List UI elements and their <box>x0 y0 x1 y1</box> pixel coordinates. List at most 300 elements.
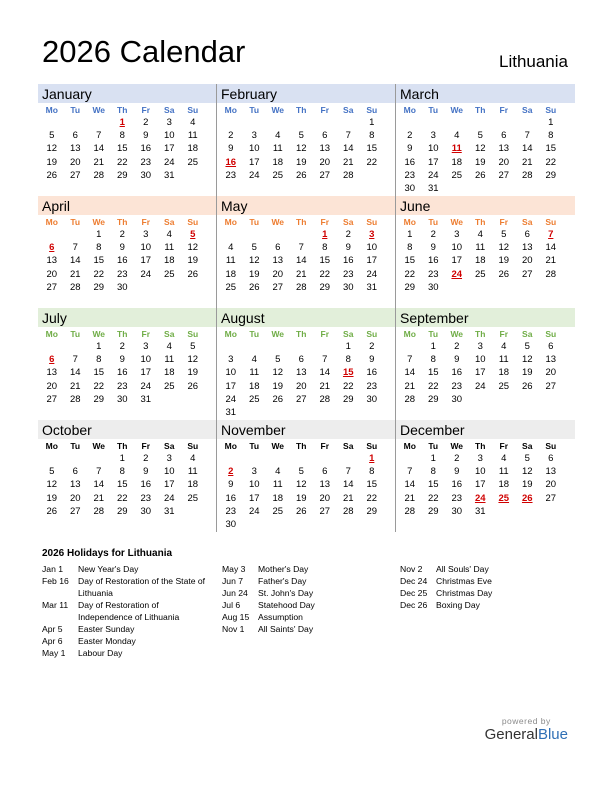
day[interactable]: 27 <box>295 393 307 405</box>
holiday-day[interactable]: 15 <box>342 367 354 379</box>
day[interactable]: 22 <box>427 492 439 504</box>
day[interactable]: 21 <box>342 492 354 504</box>
day[interactable]: 23 <box>225 169 237 181</box>
day[interactable]: 26 <box>295 505 307 517</box>
day[interactable]: 20 <box>272 268 284 280</box>
day[interactable]: 24 <box>163 156 175 168</box>
day[interactable]: 26 <box>272 393 284 405</box>
day[interactable]: 10 <box>140 354 152 366</box>
day[interactable]: 25 <box>498 380 510 392</box>
day[interactable]: 26 <box>474 169 486 181</box>
day[interactable]: 28 <box>342 169 354 181</box>
day[interactable]: 6 <box>548 341 554 352</box>
day[interactable]: 10 <box>163 130 175 142</box>
holiday-day[interactable]: 2 <box>228 466 234 478</box>
day[interactable]: 6 <box>275 242 281 254</box>
day[interactable]: 11 <box>187 130 198 142</box>
day[interactable]: 19 <box>187 367 199 379</box>
day[interactable]: 12 <box>295 143 307 155</box>
day[interactable]: 23 <box>116 380 128 392</box>
day[interactable]: 7 <box>72 354 78 366</box>
day[interactable]: 10 <box>366 242 378 254</box>
day[interactable]: 23 <box>427 268 439 280</box>
day[interactable]: 9 <box>454 466 460 478</box>
day[interactable]: 25 <box>163 268 175 280</box>
day[interactable]: 16 <box>342 255 354 267</box>
day[interactable]: 8 <box>430 466 436 478</box>
day[interactable]: 18 <box>272 492 284 504</box>
day[interactable]: 11 <box>475 242 486 254</box>
day[interactable]: 13 <box>498 143 510 155</box>
day[interactable]: 26 <box>295 169 307 181</box>
day[interactable]: 11 <box>187 466 198 478</box>
day[interactable]: 28 <box>521 169 533 181</box>
day[interactable]: 11 <box>272 143 283 155</box>
day[interactable]: 27 <box>521 268 533 280</box>
day[interactable]: 18 <box>187 143 199 155</box>
day[interactable]: 8 <box>322 242 328 254</box>
day[interactable]: 15 <box>319 255 331 267</box>
day[interactable]: 21 <box>521 156 533 168</box>
day[interactable]: 14 <box>93 479 105 491</box>
day[interactable]: 18 <box>272 156 284 168</box>
day[interactable]: 23 <box>342 268 354 280</box>
day[interactable]: 12 <box>187 242 199 254</box>
day[interactable]: 15 <box>93 367 105 379</box>
day[interactable]: 20 <box>319 492 331 504</box>
day[interactable]: 28 <box>295 281 307 293</box>
day[interactable]: 20 <box>319 156 331 168</box>
day[interactable]: 4 <box>228 242 234 254</box>
day[interactable]: 14 <box>319 367 331 379</box>
day[interactable]: 7 <box>298 242 304 254</box>
day[interactable]: 11 <box>249 367 260 379</box>
day[interactable]: 9 <box>369 354 375 366</box>
day[interactable]: 12 <box>46 143 58 155</box>
day[interactable]: 20 <box>545 367 557 379</box>
day[interactable]: 15 <box>427 367 439 379</box>
day[interactable]: 29 <box>319 281 331 293</box>
day[interactable]: 13 <box>46 255 58 267</box>
day[interactable]: 9 <box>119 354 125 366</box>
day[interactable]: 19 <box>272 380 284 392</box>
day[interactable]: 12 <box>295 479 307 491</box>
day[interactable]: 31 <box>140 393 152 405</box>
day[interactable]: 5 <box>477 130 483 142</box>
day[interactable]: 24 <box>366 268 378 280</box>
day[interactable]: 14 <box>404 367 416 379</box>
day[interactable]: 8 <box>96 354 102 366</box>
day[interactable]: 21 <box>93 156 105 168</box>
day[interactable]: 6 <box>72 130 78 142</box>
day[interactable]: 21 <box>404 492 416 504</box>
day[interactable]: 19 <box>187 255 199 267</box>
day[interactable]: 24 <box>225 393 237 405</box>
day[interactable]: 27 <box>319 505 331 517</box>
holiday-day[interactable]: 1 <box>322 229 328 240</box>
day[interactable]: 16 <box>140 143 152 155</box>
day[interactable]: 4 <box>275 466 281 478</box>
day[interactable]: 20 <box>46 380 58 392</box>
day[interactable]: 27 <box>545 492 557 504</box>
day[interactable]: 2 <box>119 229 125 240</box>
day[interactable]: 20 <box>46 268 58 280</box>
day[interactable]: 27 <box>498 169 510 181</box>
day[interactable]: 18 <box>163 255 175 267</box>
day[interactable]: 8 <box>119 130 125 142</box>
day[interactable]: 23 <box>116 268 128 280</box>
day[interactable]: 5 <box>49 466 55 478</box>
brand-logo[interactable] <box>485 716 568 743</box>
day[interactable]: 29 <box>545 169 557 181</box>
day[interactable]: 23 <box>225 505 237 517</box>
day[interactable]: 22 <box>116 156 128 168</box>
day[interactable]: 31 <box>427 182 439 194</box>
day[interactable]: 6 <box>298 354 304 366</box>
day[interactable]: 30 <box>451 393 463 405</box>
day[interactable]: 29 <box>93 281 105 293</box>
day[interactable]: 2 <box>454 453 460 464</box>
day[interactable]: 15 <box>427 479 439 491</box>
day[interactable]: 30 <box>404 182 416 194</box>
day[interactable]: 30 <box>116 281 128 293</box>
day[interactable]: 27 <box>46 393 58 405</box>
day[interactable]: 4 <box>166 229 172 240</box>
day[interactable]: 5 <box>190 341 196 352</box>
day[interactable]: 21 <box>545 255 557 267</box>
day[interactable]: 30 <box>451 505 463 517</box>
day[interactable]: 11 <box>164 354 175 366</box>
day[interactable]: 17 <box>163 143 175 155</box>
day[interactable]: 20 <box>521 255 533 267</box>
day[interactable]: 5 <box>251 242 257 254</box>
day[interactable]: 25 <box>272 505 284 517</box>
day[interactable]: 17 <box>474 367 486 379</box>
holiday-day[interactable]: 1 <box>119 117 125 128</box>
day[interactable]: 30 <box>116 393 128 405</box>
day[interactable]: 6 <box>548 453 554 464</box>
day[interactable]: 31 <box>225 406 237 418</box>
day[interactable]: 14 <box>295 255 307 267</box>
holiday-day[interactable]: 7 <box>548 229 554 240</box>
day[interactable]: 19 <box>521 367 533 379</box>
day[interactable]: 18 <box>474 255 486 267</box>
day[interactable]: 17 <box>225 380 237 392</box>
day[interactable]: 6 <box>524 229 530 240</box>
day[interactable]: 7 <box>345 466 351 478</box>
day[interactable]: 16 <box>116 367 128 379</box>
day[interactable]: 17 <box>427 156 439 168</box>
day[interactable]: 28 <box>69 281 81 293</box>
day[interactable]: 27 <box>319 169 331 181</box>
day[interactable]: 18 <box>248 380 260 392</box>
day[interactable]: 19 <box>295 492 307 504</box>
day[interactable]: 17 <box>474 479 486 491</box>
day[interactable]: 22 <box>427 380 439 392</box>
day[interactable]: 3 <box>166 453 172 464</box>
day[interactable]: 19 <box>521 479 533 491</box>
day[interactable]: 28 <box>404 393 416 405</box>
day[interactable]: 28 <box>342 505 354 517</box>
day[interactable]: 9 <box>143 130 149 142</box>
day[interactable]: 12 <box>498 242 510 254</box>
day[interactable]: 2 <box>119 341 125 352</box>
day[interactable]: 28 <box>69 393 81 405</box>
day[interactable]: 5 <box>524 453 530 464</box>
day[interactable]: 12 <box>248 255 260 267</box>
day[interactable]: 28 <box>545 268 557 280</box>
day[interactable]: 14 <box>404 479 416 491</box>
day[interactable]: 4 <box>166 341 172 352</box>
day[interactable]: 2 <box>369 341 375 352</box>
day[interactable]: 21 <box>404 380 416 392</box>
day[interactable]: 27 <box>69 169 81 181</box>
day[interactable]: 12 <box>521 466 533 478</box>
day[interactable]: 6 <box>322 130 328 142</box>
day[interactable]: 4 <box>501 341 507 352</box>
day[interactable]: 26 <box>46 505 58 517</box>
day[interactable]: 10 <box>163 466 175 478</box>
day[interactable]: 22 <box>319 268 331 280</box>
day[interactable]: 21 <box>69 380 81 392</box>
day[interactable]: 1 <box>96 229 102 240</box>
day[interactable]: 11 <box>225 255 236 267</box>
day[interactable]: 17 <box>163 479 175 491</box>
day[interactable]: 24 <box>163 492 175 504</box>
day[interactable]: 22 <box>366 492 378 504</box>
day[interactable]: 8 <box>345 354 351 366</box>
day[interactable]: 14 <box>521 143 533 155</box>
day[interactable]: 1 <box>345 341 351 352</box>
day[interactable]: 11 <box>498 354 509 366</box>
day[interactable]: 10 <box>248 479 260 491</box>
day[interactable]: 21 <box>295 268 307 280</box>
day[interactable]: 12 <box>187 354 199 366</box>
day[interactable]: 12 <box>521 354 533 366</box>
day[interactable]: 24 <box>474 380 486 392</box>
day[interactable]: 24 <box>140 268 152 280</box>
day[interactable]: 27 <box>46 281 58 293</box>
day[interactable]: 7 <box>322 354 328 366</box>
day[interactable]: 1 <box>407 229 413 240</box>
day[interactable]: 14 <box>545 242 557 254</box>
day[interactable]: 15 <box>366 479 378 491</box>
day[interactable]: 10 <box>248 143 260 155</box>
day[interactable]: 2 <box>407 130 413 142</box>
day[interactable]: 15 <box>545 143 557 155</box>
day[interactable]: 31 <box>163 505 175 517</box>
day[interactable]: 23 <box>140 492 152 504</box>
day[interactable]: 18 <box>451 156 463 168</box>
day[interactable]: 2 <box>228 130 234 142</box>
day[interactable]: 3 <box>477 453 483 464</box>
day[interactable]: 4 <box>477 229 483 240</box>
day[interactable]: 12 <box>272 367 284 379</box>
day[interactable]: 18 <box>225 268 237 280</box>
day[interactable]: 4 <box>190 453 196 464</box>
day[interactable]: 15 <box>116 143 128 155</box>
day[interactable]: 8 <box>369 130 375 142</box>
day[interactable]: 27 <box>545 380 557 392</box>
holiday-day[interactable]: 5 <box>190 229 196 240</box>
holiday-day[interactable]: 3 <box>369 229 375 240</box>
day[interactable]: 5 <box>298 130 304 142</box>
day[interactable]: 17 <box>366 255 378 267</box>
day[interactable]: 13 <box>272 255 284 267</box>
day[interactable]: 16 <box>427 255 439 267</box>
day[interactable]: 1 <box>548 117 554 128</box>
day[interactable]: 8 <box>369 466 375 478</box>
day[interactable]: 20 <box>69 492 81 504</box>
day[interactable]: 19 <box>248 268 260 280</box>
day[interactable]: 4 <box>501 453 507 464</box>
day[interactable]: 23 <box>451 492 463 504</box>
day[interactable]: 10 <box>474 354 486 366</box>
day[interactable]: 9 <box>143 466 149 478</box>
day[interactable]: 3 <box>251 130 257 142</box>
day[interactable]: 16 <box>451 479 463 491</box>
day[interactable]: 29 <box>366 505 378 517</box>
holiday-day[interactable]: 6 <box>49 354 55 366</box>
day[interactable]: 5 <box>298 466 304 478</box>
day[interactable]: 24 <box>427 169 439 181</box>
day[interactable]: 25 <box>225 281 237 293</box>
day[interactable]: 19 <box>46 492 58 504</box>
day[interactable]: 1 <box>369 117 375 128</box>
day[interactable]: 8 <box>407 242 413 254</box>
day[interactable]: 29 <box>116 169 128 181</box>
day[interactable]: 16 <box>404 156 416 168</box>
day[interactable]: 29 <box>427 505 439 517</box>
day[interactable]: 7 <box>524 130 530 142</box>
day[interactable]: 11 <box>164 242 175 254</box>
day[interactable]: 25 <box>163 380 175 392</box>
day[interactable]: 15 <box>116 479 128 491</box>
day[interactable]: 7 <box>72 242 78 254</box>
day[interactable]: 27 <box>69 505 81 517</box>
day[interactable]: 28 <box>93 169 105 181</box>
day[interactable]: 6 <box>501 130 507 142</box>
day[interactable]: 26 <box>248 281 260 293</box>
day[interactable]: 13 <box>295 367 307 379</box>
day[interactable]: 24 <box>248 505 260 517</box>
holiday-day[interactable]: 16 <box>225 156 237 168</box>
day[interactable]: 5 <box>275 354 281 366</box>
day[interactable]: 18 <box>498 479 510 491</box>
day[interactable]: 7 <box>407 354 413 366</box>
day[interactable]: 18 <box>187 479 199 491</box>
day[interactable]: 16 <box>451 367 463 379</box>
day[interactable]: 9 <box>345 242 351 254</box>
day[interactable]: 7 <box>345 130 351 142</box>
day[interactable]: 13 <box>545 466 557 478</box>
day[interactable]: 7 <box>407 466 413 478</box>
day[interactable]: 30 <box>140 505 152 517</box>
day[interactable]: 1 <box>430 453 436 464</box>
day[interactable]: 17 <box>451 255 463 267</box>
holiday-day[interactable]: 24 <box>451 268 463 280</box>
day[interactable]: 13 <box>69 479 81 491</box>
day[interactable]: 7 <box>96 130 102 142</box>
day[interactable]: 27 <box>272 281 284 293</box>
day[interactable]: 13 <box>319 143 331 155</box>
day[interactable]: 10 <box>225 367 237 379</box>
day[interactable]: 18 <box>163 367 175 379</box>
day[interactable]: 30 <box>225 518 237 530</box>
day[interactable]: 3 <box>477 341 483 352</box>
day[interactable]: 31 <box>366 281 378 293</box>
day[interactable]: 31 <box>474 505 486 517</box>
day[interactable]: 14 <box>342 143 354 155</box>
day[interactable]: 31 <box>163 169 175 181</box>
day[interactable]: 16 <box>140 479 152 491</box>
day[interactable]: 3 <box>143 341 149 352</box>
day[interactable]: 5 <box>49 130 55 142</box>
day[interactable]: 3 <box>166 117 172 128</box>
day[interactable]: 26 <box>46 169 58 181</box>
day[interactable]: 14 <box>69 367 81 379</box>
day[interactable]: 13 <box>545 354 557 366</box>
day[interactable]: 14 <box>342 479 354 491</box>
holiday-day[interactable]: 25 <box>498 492 510 504</box>
day[interactable]: 19 <box>474 156 486 168</box>
day[interactable]: 20 <box>295 380 307 392</box>
day[interactable]: 1 <box>430 341 436 352</box>
day[interactable]: 1 <box>119 453 125 464</box>
holiday-day[interactable]: 24 <box>474 492 486 504</box>
day[interactable]: 13 <box>521 242 533 254</box>
day[interactable]: 30 <box>140 169 152 181</box>
day[interactable]: 22 <box>342 380 354 392</box>
day[interactable]: 5 <box>501 229 507 240</box>
day[interactable]: 29 <box>404 281 416 293</box>
day[interactable]: 20 <box>545 479 557 491</box>
day[interactable]: 21 <box>319 380 331 392</box>
day[interactable]: 26 <box>187 380 199 392</box>
day[interactable]: 9 <box>119 242 125 254</box>
day[interactable]: 3 <box>251 466 257 478</box>
day[interactable]: 22 <box>404 268 416 280</box>
day[interactable]: 26 <box>498 268 510 280</box>
day[interactable]: 4 <box>454 130 460 142</box>
day[interactable]: 25 <box>474 268 486 280</box>
day[interactable]: 10 <box>474 466 486 478</box>
day[interactable]: 7 <box>96 466 102 478</box>
day[interactable]: 25 <box>248 393 260 405</box>
day[interactable]: 8 <box>548 130 554 142</box>
day[interactable]: 22 <box>93 268 105 280</box>
day[interactable]: 14 <box>93 143 105 155</box>
day[interactable]: 3 <box>228 354 234 366</box>
day[interactable]: 16 <box>225 492 237 504</box>
day[interactable]: 29 <box>427 393 439 405</box>
day[interactable]: 13 <box>319 479 331 491</box>
holiday-day[interactable]: 6 <box>49 242 55 254</box>
day[interactable]: 2 <box>143 453 149 464</box>
day[interactable]: 9 <box>454 354 460 366</box>
day[interactable]: 22 <box>366 156 378 168</box>
day[interactable]: 28 <box>93 505 105 517</box>
day[interactable]: 13 <box>46 367 58 379</box>
day[interactable]: 1 <box>96 341 102 352</box>
day[interactable]: 30 <box>366 393 378 405</box>
holiday-day[interactable]: 11 <box>451 143 462 155</box>
day[interactable]: 11 <box>272 479 283 491</box>
day[interactable]: 9 <box>430 242 436 254</box>
day[interactable]: 9 <box>407 143 413 155</box>
day[interactable]: 12 <box>474 143 486 155</box>
day[interactable]: 23 <box>404 169 416 181</box>
